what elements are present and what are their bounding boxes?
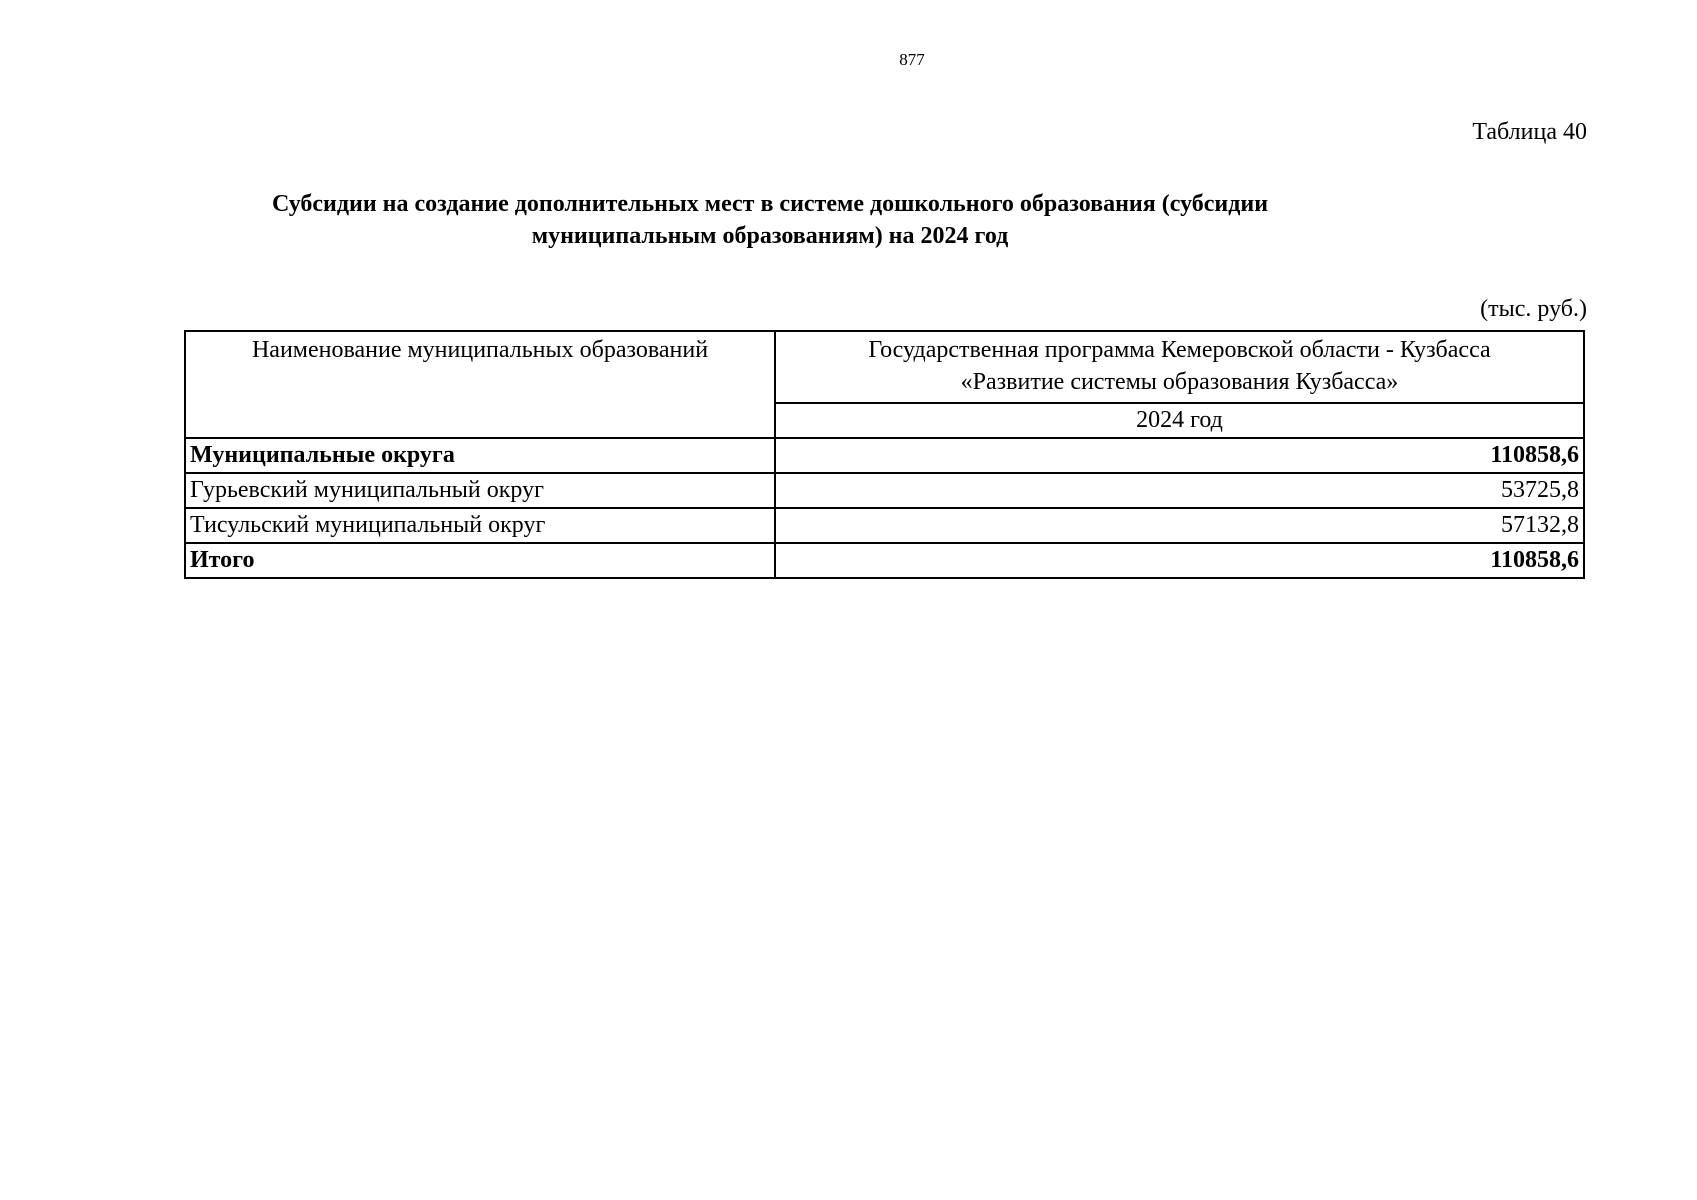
header-year: 2024 год <box>775 403 1584 438</box>
row-value: 57132,8 <box>775 508 1584 543</box>
table-row <box>185 473 1584 508</box>
table-row-total <box>185 543 1584 578</box>
row-value: 110858,6 <box>775 543 1584 578</box>
row-name: Итого <box>185 543 775 578</box>
units-label: (тыс. руб.) <box>1480 296 1587 322</box>
subsidy-table <box>184 330 1585 579</box>
row-value: 53725,8 <box>775 473 1584 508</box>
header-program-line2: «Развитие системы образования Кузбасса» <box>960 369 1399 395</box>
row-name: Тисульский муниципальный округ <box>185 508 775 543</box>
row-name: Муниципальные округа <box>185 438 775 473</box>
header-program <box>775 331 1584 403</box>
table-label: Таблица 40 <box>1472 119 1587 145</box>
header-program-line1: Государственная программа Кемеровской области - Кузбасса <box>868 337 1491 363</box>
header-municipality-name: Наименование муниципальных образований <box>185 331 775 438</box>
page-number: 877 <box>899 50 925 69</box>
table-row <box>185 438 1584 473</box>
table-header-row <box>185 331 1584 403</box>
table-row <box>185 508 1584 543</box>
document-title: Субсидии на создание дополнительных мест в системе дошкольного образования (субсидии муниципальным образованиям) на 2024 год <box>271 191 1269 249</box>
row-value: 110858,6 <box>775 438 1584 473</box>
row-name: Гурьевский муниципальный округ <box>185 473 775 508</box>
